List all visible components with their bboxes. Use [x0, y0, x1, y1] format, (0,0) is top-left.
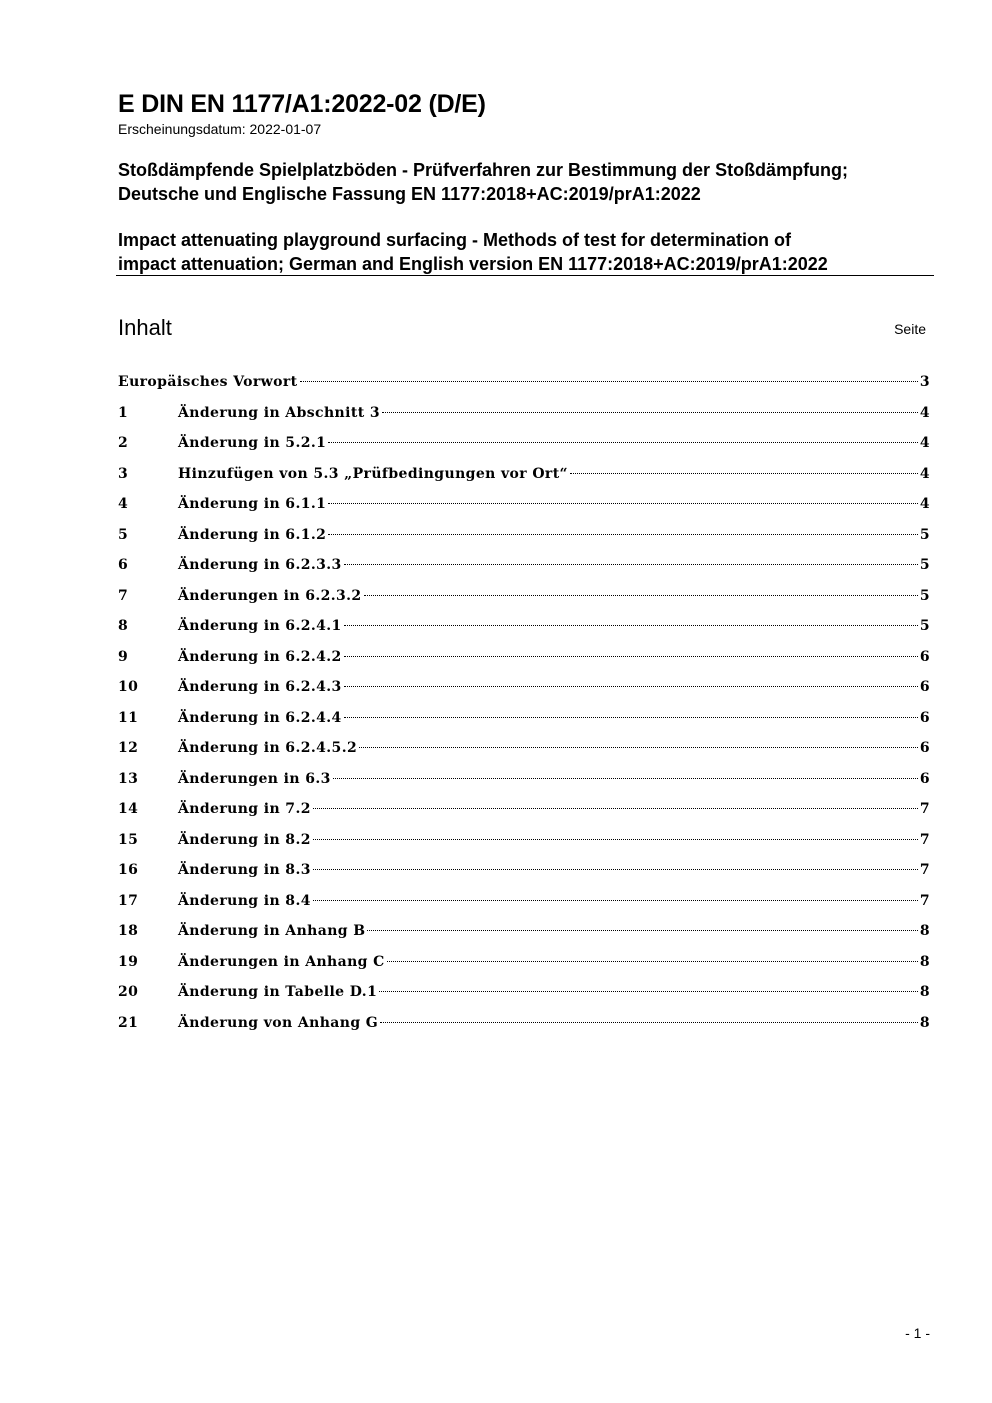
toc-entry-page: 6 [919, 740, 930, 756]
toc-entry-title: Änderung in 8.4 [178, 892, 311, 909]
toc-entry[interactable] [118, 553, 930, 584]
toc-entry-number: 9 [118, 648, 129, 665]
title-english-line: impact attenuation; German and English version EN 1177:2018+AC:2019/prA1:2022 [118, 254, 828, 274]
page-number: - 1 - [905, 1325, 930, 1341]
toc-entry-title: Änderung von Anhang G [178, 1014, 379, 1031]
toc-dot-leader [387, 960, 918, 962]
toc-entry[interactable] [118, 401, 930, 432]
toc-dot-leader [313, 868, 918, 870]
toc-entry[interactable] [118, 584, 930, 615]
toc-entry-number: 20 [118, 984, 139, 1000]
toc-dot-leader [313, 838, 918, 840]
toc-entry-number: 13 [118, 770, 139, 787]
toc-entry-number: 11 [118, 709, 139, 726]
toc-entry-number: 17 [118, 892, 139, 909]
toc-entry-number: 15 [118, 831, 139, 848]
toc-dot-leader [344, 655, 918, 657]
toc-dot-leader [379, 990, 918, 992]
toc-entry-page: 8 [919, 923, 930, 939]
toc-entry-number: 4 [118, 496, 129, 512]
toc-dot-leader [359, 746, 918, 748]
toc-dot-leader [344, 563, 918, 565]
toc-dot-leader [364, 594, 918, 596]
toc-entry-title: Änderung in 6.2.3.3 [178, 557, 342, 573]
header-divider [116, 275, 934, 276]
toc-entry-page: 6 [919, 679, 930, 695]
toc-dot-leader [367, 929, 917, 931]
toc-entry-number: 12 [118, 740, 139, 756]
toc-entry-number: 21 [118, 1014, 139, 1031]
toc-entry-page: 8 [919, 1014, 930, 1031]
toc-entry[interactable] [118, 675, 930, 706]
title-german [118, 158, 848, 206]
toc-dot-leader [313, 807, 918, 809]
toc-entry[interactable] [118, 462, 930, 493]
toc-dot-leader [382, 411, 918, 413]
toc-entry-number: 14 [118, 801, 139, 817]
toc-dot-leader [570, 472, 918, 474]
toc-entry[interactable] [118, 919, 930, 950]
toc-entry-title: Änderung in 6.2.4.5.2 [178, 740, 358, 756]
table-of-contents [118, 370, 930, 1041]
toc-entry-page: 7 [919, 831, 930, 848]
toc-dot-leader [313, 899, 918, 901]
toc-entry-title: Änderung in 7.2 [178, 801, 311, 817]
toc-entry-number: 18 [118, 923, 139, 939]
toc-entry-page: 4 [919, 465, 930, 482]
toc-entry-title: Europäisches Vorwort [118, 374, 298, 390]
toc-entry-title: Änderungen in Anhang C [178, 953, 385, 970]
toc-entry-title: Änderung in Abschnitt 3 [178, 404, 380, 421]
toc-entry-number: 1 [118, 404, 129, 421]
toc-entry[interactable] [118, 980, 930, 1011]
toc-dot-leader [344, 624, 918, 626]
toc-entry-title: Änderung in 6.2.4.1 [178, 618, 342, 634]
toc-entry[interactable] [118, 370, 930, 401]
toc-entry-title: Änderung in 6.2.4.4 [178, 709, 342, 726]
toc-entry-page: 7 [919, 862, 930, 878]
toc-entry-number: 2 [118, 435, 129, 451]
toc-entry-page: 7 [919, 892, 930, 909]
toc-entry-page: 5 [919, 557, 930, 573]
toc-dot-leader [328, 502, 918, 504]
toc-entry[interactable] [118, 1011, 930, 1042]
toc-entry-number: 8 [118, 618, 129, 634]
toc-entry-page: 7 [919, 801, 930, 817]
toc-entry-number: 5 [118, 526, 129, 543]
toc-entry-title: Hinzufügen von 5.3 „Prüfbedingungen vor Ort“ [178, 465, 569, 482]
toc-dot-leader [328, 441, 918, 443]
toc-entry-number: 10 [118, 679, 139, 695]
toc-entry-title: Änderung in 8.3 [178, 862, 311, 878]
title-german-line: Stoßdämpfende Spielplatzböden - Prüfverfahren zur Bestimmung der Stoßdämpfung; [118, 160, 849, 180]
toc-entry-page: 5 [919, 618, 930, 634]
toc-entry[interactable] [118, 889, 930, 920]
toc-entry-page: 4 [919, 435, 930, 451]
toc-entry-title: Änderung in 6.1.1 [178, 496, 327, 512]
toc-page-column-label: Seite [894, 321, 926, 337]
document-id: E DIN EN 1177/A1:2022-02 (D/E) [118, 90, 486, 118]
toc-entry-page: 8 [919, 953, 930, 970]
toc-entry[interactable] [118, 858, 930, 889]
publication-date: Erscheinungsdatum: 2022-01-07 [118, 121, 322, 137]
toc-entry-page: 6 [919, 770, 930, 787]
toc-entry-title: Änderung in 6.1.2 [178, 526, 327, 543]
toc-dot-leader [328, 533, 918, 535]
toc-entry-page: 4 [919, 496, 930, 512]
toc-heading: Inhalt [118, 315, 172, 340]
toc-entry-title: Änderung in Anhang B [178, 923, 366, 939]
toc-entry[interactable] [118, 828, 930, 859]
toc-entry-page: 8 [919, 984, 930, 1000]
toc-entry-number: 19 [118, 953, 139, 970]
title-german-line: Deutsche und Englische Fassung EN 1177:2018+AC:2019/prA1:2022 [118, 184, 701, 204]
toc-entry[interactable] [118, 492, 930, 523]
toc-dot-leader [344, 716, 918, 718]
toc-entry[interactable] [118, 431, 930, 462]
toc-entry-page: 6 [919, 648, 930, 665]
toc-entry-title: Änderung in 8.2 [178, 831, 311, 848]
toc-entry[interactable] [118, 767, 930, 798]
title-english-line: Impact attenuating playground surfacing - Methods of test for determination of [118, 230, 792, 250]
toc-dot-leader [380, 1021, 918, 1023]
toc-entry-title: Änderung in 5.2.1 [178, 435, 327, 451]
toc-entry[interactable] [118, 645, 930, 676]
toc-entry[interactable] [118, 797, 930, 828]
toc-entry-title: Änderung in 6.2.4.3 [178, 679, 342, 695]
toc-entry[interactable] [118, 950, 930, 981]
toc-dot-leader [300, 380, 918, 382]
toc-entry-number: 7 [118, 587, 129, 604]
toc-entry-page: 6 [919, 709, 930, 726]
toc-entry[interactable] [118, 614, 930, 645]
toc-entry-page: 3 [919, 374, 930, 390]
toc-entry[interactable] [118, 706, 930, 737]
toc-entry-title: Änderung in Tabelle D.1 [178, 984, 378, 1000]
toc-entry-number: 6 [118, 557, 129, 573]
toc-entry-title: Änderung in 6.2.4.2 [178, 648, 342, 665]
toc-dot-leader [333, 777, 918, 779]
toc-entry-page: 4 [919, 404, 930, 421]
title-english [118, 228, 828, 276]
toc-entry-page: 5 [919, 526, 930, 543]
toc-entry-title: Änderungen in 6.2.3.2 [178, 587, 362, 604]
toc-entry[interactable] [118, 736, 930, 767]
toc-entry[interactable] [118, 523, 930, 554]
toc-entry-number: 16 [118, 862, 139, 878]
toc-entry-title: Änderungen in 6.3 [178, 770, 331, 787]
toc-entry-page: 5 [919, 587, 930, 604]
toc-entry-number: 3 [118, 465, 129, 482]
toc-dot-leader [344, 685, 918, 687]
